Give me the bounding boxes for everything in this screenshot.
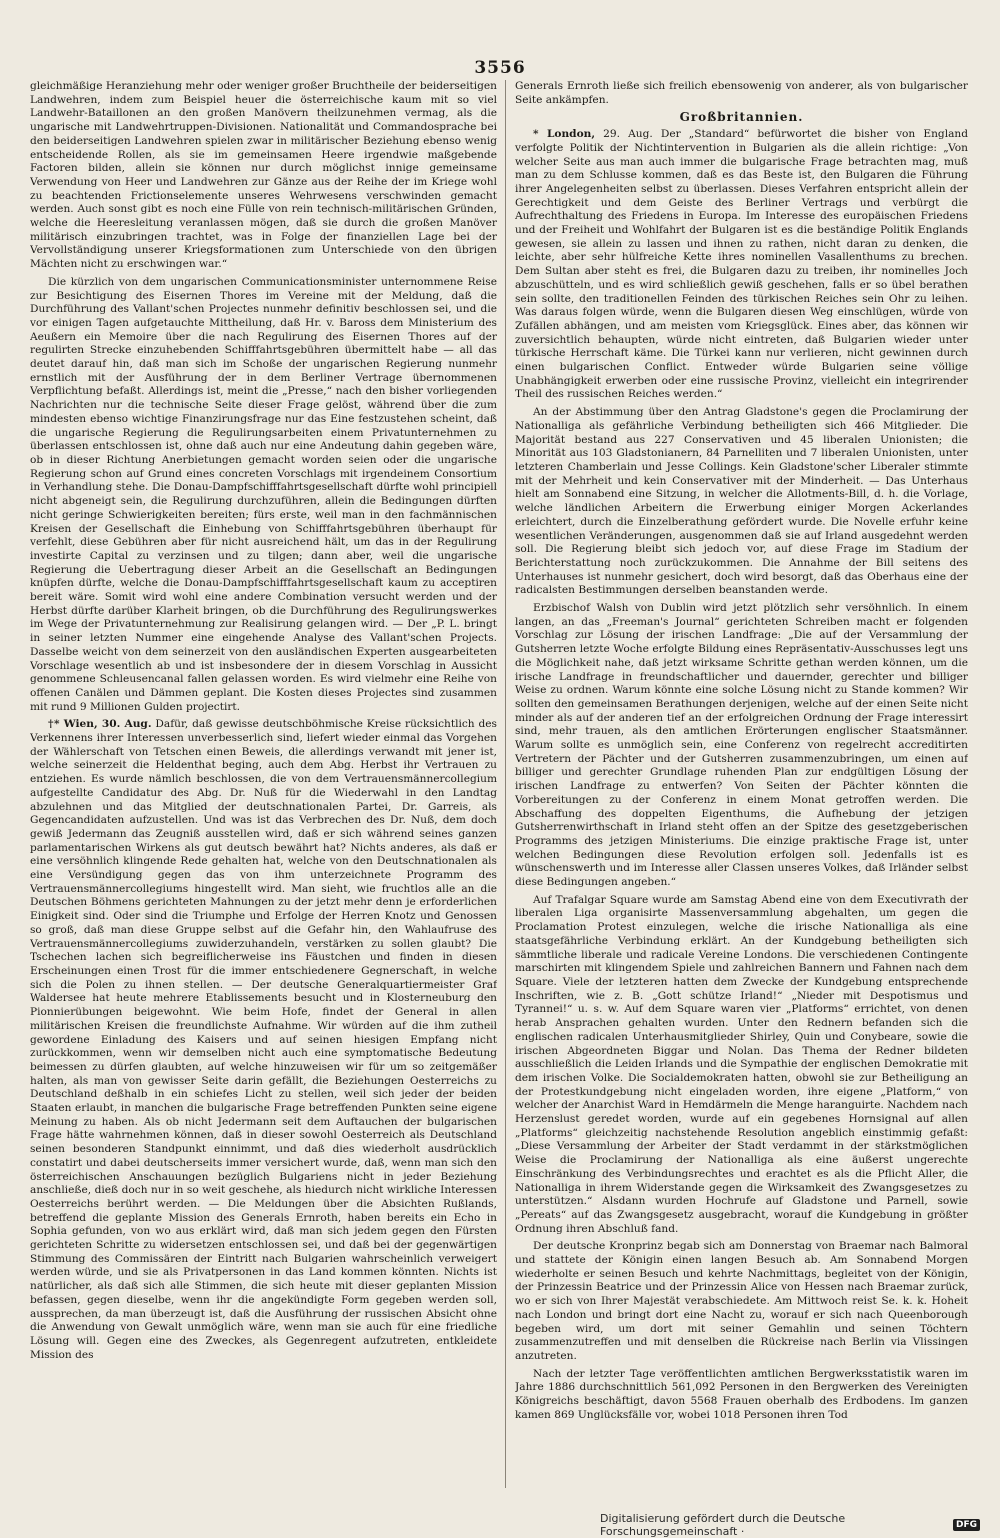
dfg-logo: DFG (953, 1519, 980, 1531)
paragraph-text: Erzbischof Walsh von Dublin wird jetzt plötzlich sehr versöhnlich. In einem langen, an das „Freeman's Journal“ gerichteten Schreiben macht er folgenden Vorschlag zur Lösung der irischen Landfrage: „Die auf der Versammlung der Gutsherren letzte Woche erfolgte Bildung eines Repräsentativ-Ausschusses legt uns die Möglichkeit nahe, daß jetzt wirksame Schritte gethan werden können, um die irische Landfrage in freundschaftlicher und dauernder, gerechter und billiger Weise zu ordnen. Warum könnte eine solche Lösung nicht zu Stande kommen? Wir sollten den gemeinsamen Berathungen derjenigen, welche auf der einen Seite nicht minder als auf der anderen tief an der erfolgreichen Ordnung der Frage interessirt sind, mehr trauen, als den amtlichen Erörterungen englischer Staatsmänner. Warum sollte es unmöglich sein, eine Conferenz von regelrecht accreditirten Vertretern der Pächter und der Gutsherren zusammenzubringen, um einen auf billiger und gerechter Grundlage ruhenden Plan zur endgültigen Lösung der irischen Landfrage zu entwerfen? Von Seiten der Pächter könnten die Vorbereitungen zu der Conferenz in einem Monat getroffen werden. Die Abschaffung des doppelten Eigenthums, die Aufhebung der jetzigen Gutsherrenwirthschaft in Irland steht offen an der Spitze des gesetzgeberischen Programms des jetzigen Ministeriums. Die einzige praktische Frage ist, unter welchen Bedingungen diese Revolution erfolgen soll. Jedenfalls ist es wünschenswerth und im Interesse aller Classen unseres Volkes, daß Irländer selbst diese Bedingungen angeben.“ (515, 602, 968, 889)
right-column-paragraph (515, 80, 968, 107)
paragraph-text: An der Abstimmung über den Antrag Gladstone's gegen die Proclamirung der Nationalliga als gefährliche Verbindung betheiligten sich 466 Mitglieder. Die Majorität bestand aus 227 Conservativen und 45 liberalen Unionisten; die Minorität aus 103 Gladstonianern, 84 Parnelliten und 7 liberalen Unionisten, unter letzteren Chamberlain und Jesse Collings. Kein Gladstone'scher Liberaler stimmte mit der Mehrheit und kein Conservativer mit der Minderheit. — Das Unterhaus hielt am Sonnabend eine Sitzung, in welcher die Allotments-Bill, d. h. die Vorlage, welche ländlichen Arbeitern die Erwerbung einiger Morgen Ackerlandes erleichtert, durch die Einzelberathung gefördert wurde. Die Novelle erfuhr keine wesentlichen Veränderungen, ausgenommen daß sie auf Irland ausgedehnt werden soll. Die Regierung bleibt sich jedoch vor, auf diese Frage im Stadium der Berichterstattung noch zurückzukommen. Die Annahme der Bill seitens des Unterhauses ist nunmehr gesichert, doch wird besorgt, daß das Oberhaus eine der radicalsten Bestimmungen derselben beanstanden werde. (515, 406, 968, 597)
right-column-paragraph (515, 602, 968, 890)
column-divider (505, 80, 506, 1488)
paragraph-text: Dafür, daß gewisse deutschböhmische Kreise rücksichtlich des Verkennens ihrer Interessen unverbesserlich sind, liefert wieder einmal das Vorgehen der Wählerschaft von Tetschen einen Beweis, die allerdings verwandt mit jener ist, welche seinerzeit die Heldenthat beging, auch dem Abg. Herbst ihr Vertrauen zu entziehen. Es wurde nämlich beschlossen, die von dem Vertrauensmännercollegium aufgestellte Candidatur des Abg. Dr. Nuß für die Wiederwahl in den Landtag abzulehnen und das Mitglied der deutschnationalen Partei, Dr. Garreis, als Gegencandidaten aufzustellen. Und was ist das Verbrechen des Dr. Nuß, dem doch gewiß Jedermann das Zeugniß ausstellen wird, daß er sich während seines ganzen parlamentarischen Wirkens als gut deutsch bewährt hat? Nichts anderes, als daß er eine versöhnlich klingende Rede gehalten hat, welche von den Deutschnationalen als eine Versündigung gegen das von ihm unterzeichnete Programm des Vertrauensmännercollegiums hingestellt wird. Man sieht, wie fruchtlos alle an die Deutschen Böhmens gerichteten Mahnungen zu der jetzt mehr denn je erforderlichen Einigkeit sind. Oder sind die Triumphe und Erfolge der Herren Knotz und Genossen so groß, daß man diese Gruppe selbst auf die Gefahr hin, den Wahlaufruse des Vertrauensmännercollegiums zuwiderzuhandeln, verstärken zu sollen glaubt? Die Tschechen lachen sich begreiflicherweise ins Fäustchen und finden in diesen Erscheinungen einen Trost für die immer entschiedenere Gegnerschaft, in welche sich die Polen zu ihnen stellen. — Der deutsche Generalquartiermeister Graf Waldersee hat heute mehrere Etablissements besucht und in Klosterneuburg den Pionnierübungen beigewohnt. Wie beim Hofe, findet der General in allen militärischen Kreisen die freundlichste Aufnahme. Wir würden auf die ihm zutheil gewordene Einladung des Kaisers und auf seinen hiesigen Empfang nicht zurückkommen, wenn wir demselben nicht auch eine symptomatische Bedeutung beimessen zu dürfen glaubten, auf welche hinzuweisen wir für um so zeitgemäßer halten, als man von gewisser Seite darin gefällt, die Beziehungen Oesterreichs zu Deutschland deßhalb in ein schiefes Licht zu stellen, weil sich jeder der beiden Staaten erlaubt, in manchen die bulgarische Frage betreffenden Punkten seine eigene Meinung zu haben. Als ob nicht Jedermann seit dem Auftauchen der bulgarischen Frage hätte wahrnehmen können, daß in dieser sowohl Oesterreich als Deutschland seinen besonderen Standpunkt einnimmt, und daß dies wiederholt ausdrücklich constatirt und dabei deutscherseits immer versichert wurde, daß, wenn man sich den österreichischen Anschauungen bezüglich Bulgariens nicht in jeder Beziehung anschließe, dieß doch nur in so weit geschehe, als hiedurch nicht wirkliche Interessen Oesterreichs berührt werden. — Die Meldungen über die Absichten Rußlands, betreffend die geplante Mission des Generals Ernroth, haben bereits ein Echo in Sophia gefunden, von wo aus erklärt wird, daß man sich jedem gegen den Fürsten gerichteten Schritte zu widersetzen entschlossen sei, und daß bei der gegenwärtigen Stimmung des Commissären der Eintritt nach Bulgarien wahrscheinlich verweigert werden würde, und sie als Privatpersonen in das Land kommen könnten. Nichts ist natürlicher, als daß sich alle Stimmen, die sich heute mit dieser geplanten Mission befassen, gegen dieselbe, wenn ihr die angekündigte Form gegeben werden soll, aussprechen, da man überzeugt ist, daß die Ausführung der russischen Absicht ohne die Anwendung von Gewalt unmöglich wäre, wenn man sie auch für eine friedliche Lösung will. Gegen eine des Zweckes, als Gegenregent aufzutreten, entkleidete Mission des (30, 718, 497, 1361)
footer-credit: Digitalisierung gefördert durch die Deutsche Forschungsgemeinschaft · (600, 1512, 846, 1538)
paragraph-text: Die kürzlich von dem ungarischen Communicationsminister unternommene Reise zur Besichtigung des Eisernen Thores im Vereine mit der Meldung, daß die Durchführung des Vallant'schen Projectes nunmehr definitiv beschlossen sei, und die vor einigen Tagen aufgetauchte Mittheilung, daß Hr. v. Baross dem Ministerium des Aeußern ein Memoire über die nach Regulirung des Eisernen Thores auf der regulirten Strecke einzuhebenden Schifffahrtsgebühren übermittelt habe — all das deutet darauf hin, daß man sich im Schoße der ungarischen Regierung nunmehr ernstlich mit der Ausführung der in dem Berliner Vertrage übernommenen Verpflichtung befaßt. Allerdings ist, meint die „Presse,“ nach den bisher vorliegenden Nachrichten nur die technische Seite dieser Frage gelöst, während über die zum mindesten ebenso wichtige Finanzirungsfrage nur das Eine festzustehen scheint, daß die ungarische Regierung die Regulirungsarbeiten einem Privatunternehmen zu überlassen entschlossen ist, ohne daß auch nur eine Andeutung dahin gegeben wäre, ob in dieser Richtung Anerbietungen gemacht worden seien oder die ungarische Regierung schon auf Grund eines concreten Vorschlags mit irgendeinem Consortium in Verhandlung stehe. Die Donau-Dampfschifffahrtsgesellschaft dürfte wohl principiell nicht abgeneigt sein, die Regulirung durchzuführen, allein die Bedingungen dürften nicht geringe Schwierigkeiten bereiten; fürs erste, weil man in den fachmännischen Kreisen der Gesellschaft die Einhebung von Schifffahrtsgebühren überhaupt für verfehlt, diese Gebühren aber für nicht ausreichend hält, um das in der Regulirung investirte Capital zu verzinsen und zu tilgen; dann aber, weil die ungarische Regierung die Uebertragung dieser Arbeit an die Gesellschaft an Bedingungen knüpfen dürfte, welche die Donau-Dampfschifffahrtsgesellschaft kaum zu acceptiren bereit wäre. Somit wird wohl eine andere Combination versucht werden und der Herbst dürfte darüber Klarheit bringen, ob die Durchführung des Regulirungswerkes im Wege der Privatunternehmung zur Realisirung gelangen wird. — Der „P. L. bringt in seiner letzten Nummer eine eingehende Analyse des Vallant'schen Projects. Dasselbe weicht von dem seinerzeit von den ausländischen Experten ausgearbeiteten Vorschlage wesentlich ab und ist insbesondere der in diesem Vorschlag in Aussicht genommene Schleusencanal fallen gelassen worden. Es wird vielmehr eine Reihe von offenen Canälen und Dämmen geplant. Die Kosten dieses Projectes sind zusammen mit rund 9 Millionen Gulden projectirt. (30, 275, 497, 713)
right-column-paragraph (515, 1368, 968, 1423)
right-column-paragraph (515, 1240, 968, 1363)
paragraph-text: Generals Ernroth ließe sich freilich ebensowenig von anderer, als von bulgarischer Seite ankämpfen. (515, 80, 968, 106)
right-column (515, 80, 968, 1488)
right-column-paragraph (515, 406, 968, 598)
paragraph-text: Der deutsche Kronprinz begab sich am Donnerstag von Braemar nach Balmoral und stattete der Königin einen langen Besuch ab. Am Sonnabend Morgen wiederholte er seinen Besuch und kehrte Nachmittags, begleitet von der Königin, der Prinzessin Beatrice und der Prinzessin Alice von Hessen nach Braemar zurück, wo er sich von Ihrer Majestät verabschiedete. Am Mittwoch reist Se. k. k. Hoheit nach London und bringt dort eine Nacht zu, worauf er sich nach Queenborough begeben wird, um dort mit seiner Gemahlin und seinen Töchtern zusammenzutreffen und mit denselben die Rückreise nach Berlin via Vlissingen anzutreten. (515, 1240, 968, 1362)
section-heading: Großbritannien. (679, 110, 804, 125)
paragraph-text: 29. Aug. Der „Standard“ befürwortet die bisher von England verfolgte Politik der Nichtintervention in Bulgarien als die allein richtige: „Von welcher Seite aus man auch immer die bulgarische Frage betrachten mag, muß man zu dem Schlusse kommen, daß es das Beste ist, den Bulgaren die Führung ihrer Angelegenheiten selbst zu überlassen. Dieses Verfahren entspricht allein der Gerechtigkeit und dem Geiste des Berliner Vertrags und verbürgt die Aufrechthaltung des Friedens in Europa. Im Interesse des europäischen Friedens und der Freiheit und Wohlfahrt der Bulgaren ist es die beständige Politik Englands gewesen, sie allein zu lassen und ihnen zu rathen, nicht daran zu denken, die leichte, aber sehr hülfreiche Kette ihres nominellen Vasallenthums zu brechen. Dem Sultan aber steht es frei, die Bulgaren dazu zu treiben, ihr nominelles Joch abzuschütteln, und es wird schließlich gewiß geschehen, falls er so übel berathen sein sollte, den traditionellen Feinden des türkischen Reiches sein Ohr zu leihen. Was daraus folgen würde, wenn die Bulgaren diesen Weg einschlügen, würde von Zufällen abhängen, und am meisten vom Kriegsglück. Eines aber, das können wir zuversichtlich behaupten, würde nicht eintreten, daß Bulgarien wieder unter türkische Herrschaft käme. Die Türkei kann nur verlieren, nicht gewinnen durch einen bulgarischen Conflict. Entweder würde Bulgarien seine völlige Unabhängigkeit erwerben oder eine russische Provinz, vielleicht ein integrirender Theil des russischen Reiches werden.“ (515, 128, 968, 401)
paragraph-text: gleichmäßige Heranziehung mehr oder weniger großer Bruchtheile der beiderseitigen Landwehren, indem zum Beispiel heuer die österreichische kaum mit so viel Landwehr-Bataillonen an den großen Manövern theilzunehmen vermag, als die ungarische mit Landwehrtruppen-Divisionen. Nationalität und Commandosprache bei den beiderseitigen Landwehren spielen zwar in militärischer Beziehung ebenso wenig entscheidende Rollen, als sie im gemeinsamen Heere irgendwie maßgebende Factoren bilden, allein sie können nur durch möglichst innige gemeinsame Verwendung von Heer und Landwehren zur Gänze aus der Reihe der im Kriege wohl zu beachtenden Frictionselemente unseres Wehrwesens verschwinden gemacht werden. Auch sonst gibt es noch eine Fülle von rein technisch-militärischen Gründen, welche die Heeresleitung veranlassen mögen, daß sie durch die großen Manöver militärisch einzubringen trachtet, was in Folge der finanziellen Lage bei der Vervollständigung unserer Kriegsformationen zum Unterschiede von den übrigen Mächten nicht zu erschwingen war.“ (30, 80, 497, 271)
left-column-paragraph (30, 276, 497, 715)
left-column-paragraph (30, 718, 497, 1362)
dateline: †* Wien, 30. Aug. (48, 718, 152, 731)
paragraph-text: Auf Trafalgar Square wurde am Samstag Abend eine von dem Executivrath der liberalen Liga organisirte Massenversammlung abgehalten, um gegen die Proclamation Protest einzulegen, welche die irische Nationalliga als eine staatsgefährliche Verbindung erklärt. An der Kundgebung betheiligten sich sämmtliche liberale und radicale Vereine Londons. Die verschiedenen Contingente marschirten mit klingendem Spiele und zahlreichen Bannern und Fahnen nach dem Square. Viele der letzteren hatten dem Zwecke der Kundgebung entsprechende Inschriften, wie z. B. „Gott schütze Irland!“ „Nieder mit Despotismus und Tyrannei!“ u. s. w. Auf dem Square waren vier „Platforms“ errichtet, von denen herab Ansprachen gehalten wurden. Unter den Rednern befanden sich die englischen radicalen Unterhausmitglieder Shirley, Quin und Conybeare, sowie die irischen Abgeordneten Biggar und Nolan. Das Thema der Redner bildeten ausschließlich die Leiden Irlands und die Sympathie der englischen Demokratie mit dem irischen Volke. Die Socialdemokraten hatten, obwohl sie zur Betheiligung an der Protestkundgebung nicht eingeladen worden, ihre eigene „Platform,“ von welcher der Anarchist Ward in Hemdärmeln die Menge haranguirte. Nachdem nach Herzenslust geredet worden, wurde auf ein gegebenes Hornsignal auf allen „Platforms“ gleichzeitig nachstehende Resolution angeblich einstimmig gefaßt: „Diese Versammlung der Arbeiter der Stadt verdammt in der stärkstmöglichen Weise die Proclamirung der Nationalliga als eine äußerst ungerechte Einschränkung des Verbindungsrechtes und erachtet es als die Pflicht Aller, die Nationalliga in ihrem Widerstande gegen die Wirksamkeit des Zwangsgesetzes zu unterstützen.“ Alsdann wurden Hochrufe auf Gladstone und Parnell, sowie „Pereats“ auf das Zwangsgesetz ausgebracht, worauf die Kundgebung in größter Ordnung ihren Abschluß fand. (515, 893, 968, 1235)
right-column-paragraph (515, 894, 968, 1237)
right-column-paragraph (515, 128, 968, 402)
paragraph-text: Nach der letzter Tage veröffentlichten amtlichen Bergwerksstatistik waren im Jahre 1886 durchschnittlich 561,092 Personen in den Bergwerken des Vereinigten Königreichs beschäftigt, davon 5568 Frauen oberhalb des Erdbodens. Im ganzen kamen 869 Unglücksfälle vor, wobei 1018 Personen ihren Tod (515, 1367, 968, 1421)
page-number: 3556 (474, 58, 526, 78)
left-column (30, 80, 497, 1488)
footer (600, 1512, 980, 1538)
dateline: * London, (533, 128, 596, 141)
left-column-paragraph (30, 80, 497, 272)
